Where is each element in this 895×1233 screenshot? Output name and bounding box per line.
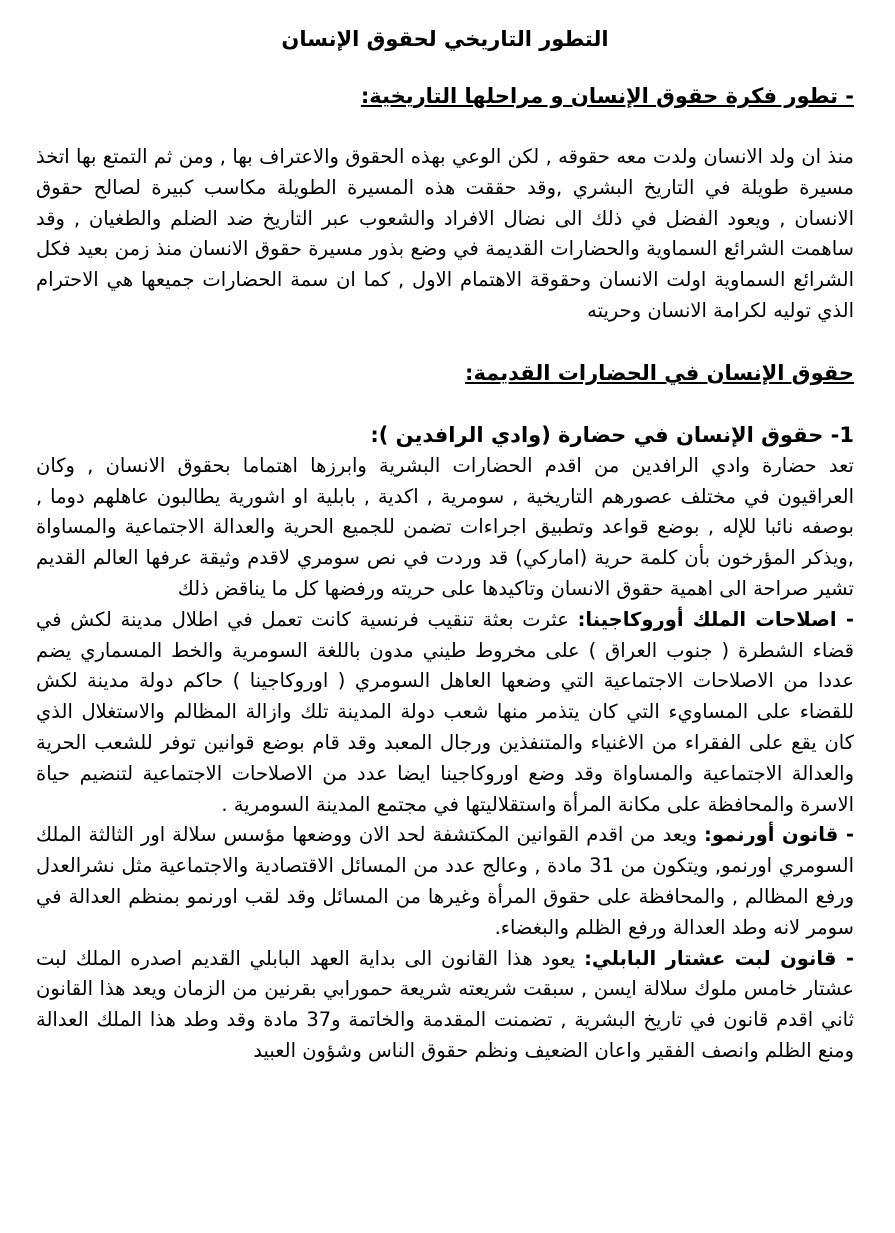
section-heading-ancient-civilizations: حقوق الإنسان في الحضارات القديمة:	[465, 360, 854, 385]
text-ur-nammu: ويعد من اقدم القوانين المكتشفة لحد الان ووضعها مؤسس سلالة اور الثالثة الملك السومري اورنمو, ويتكون من 31 مادة , وعالج عدد من المسائل الاقتصادية والاجتماعية مثل نشرالعدل ورفع المظالم , والمحافظة على حقوق المرأة وغيرها من المسائل وقد لقب اورنمو بمنظم العدالة في سومر لانه وطد العدالة ورفع الظلم والبغضاء.	[36, 823, 854, 939]
lead-lipit-ishtar: - قانون لبت عشتار البابلي:	[584, 946, 854, 970]
text-urukagina: عثرت بعثة تنقيب فرنسية كانت تعمل في اطلال مدينة لكش في قضاء الشطرة ( جنوب العراق ) على مخروط طيني مدون باللغة السومرية والخط المسماري يضم عددا من الاصلاحات الاجتماعية التي وضعها العاهل السومري ( اوروكاجينا ) حاكم دولة مدينة لكش للقضاء على المساويء التي كان يتذمر منها شعب دولة المدينة تلك وازالة المظالم والاستغلال الذي كان يقع على الفقراء من الاغنياء والمتنفذين ورجال المعبد وقد قام بوضع قوانين توفر للشعب الحرية والعدالة الاجتماعية والمساواة وقد وضع اوروكاجينا ايضا عدد من الاصلاحات الاجتماعية لتنضيم حياة الاسرة والمحافظة على مكانة المرأة واستقلاليتها في مجتمع المدينة السومرية .	[36, 607, 854, 816]
subheading-mesopotamia: 1- حقوق الإنسان في حضارة (وادي الرافدين ):	[370, 422, 854, 447]
section-heading-evolution: - تطور فكرة حقوق الإنسان و مراحلها التاريخية:	[360, 84, 854, 108]
document-page	[36, 22, 854, 1067]
paragraph-ur-nammu-law	[36, 820, 854, 943]
paragraph-mesopotamia-intro: تعد حضارة وادي الرافدين من اقدم الحضارات البشرية وابرزها اهتماما بحقوق الانسان , وكان العراقيون في مختلف عصورهم التاريخية , سومرية , اكدية , بابلية او اشورية يطالبون عاهلهم دوما , بوصفه نائبا للإله , بوضع قواعد وتطبيق اجراءات تضمن للجميع الحرية والعدالة الاجتماعية والمساواة ,ويذكر المؤرخون بأن كلمة حرية (اماركي) قد وردت في نص سومري لاقدم وثيقة عرفها العالم القديم تشير صراحة الى اهمية حقوق الانسان وتاكيدها على حريته ورفضها كل ما يناقض ذلك	[36, 453, 854, 600]
lead-urukagina: - اصلاحات الملك أوروكاجينا:	[577, 607, 854, 631]
text-lipit-ishtar: يعود هذا القانون الى بداية العهد البابلي القديم اصدره الملك لبت عشتار خامس ملوك سلالة ايسن , سبقت شريعته شريعة حمورابي بقرنين من الزمان ويعد هذا القانون ثاني اقدم قانون في تاريخ البشرية , تضمنت المقدمة والخاتمة و37 مادة وقد وطد هذا الملك العدالة ومنع الظلم وانصف الفقير واعان الضعيف ونظم حقوق الناس وشؤون العبيد	[36, 946, 854, 1062]
paragraph-evolution: منذ ان ولد الانسان ولدت معه حقوقه , لكن الوعي بهذه الحقوق والاعتراف بها , ومن ثم التمتع بها اتخذ مسيرة طويلة في التاريخ البشري ,وقد حققت هذه المسيرة الطويلة مكاسب كبيرة لصالح حقوق الانسان , ويعود الفضل في ذلك الى نضال الافراد والشعوب عبر التاريخ ضد الضلم والطغيان , وقد ساهمت الشرائع السماوية والحضارات القديمة في وضع بذور مسيرة حقوق الانسان منذ زمن بعيد فكل الشرائع السماوية اولت الانسان وحقوقة الاهتمام الاول , كما ان سمة الحضارات جميعها هي الاحترام الذي توليه لكرامة الانسان وحريته	[36, 145, 854, 322]
lead-ur-nammu: - قانون أورنمو:	[704, 823, 854, 847]
paragraph-urukagina-reforms	[36, 605, 854, 821]
paragraph-lipit-ishtar-law	[36, 944, 854, 1067]
page-title: التطور التاريخي لحقوق الإنسان	[281, 27, 609, 51]
